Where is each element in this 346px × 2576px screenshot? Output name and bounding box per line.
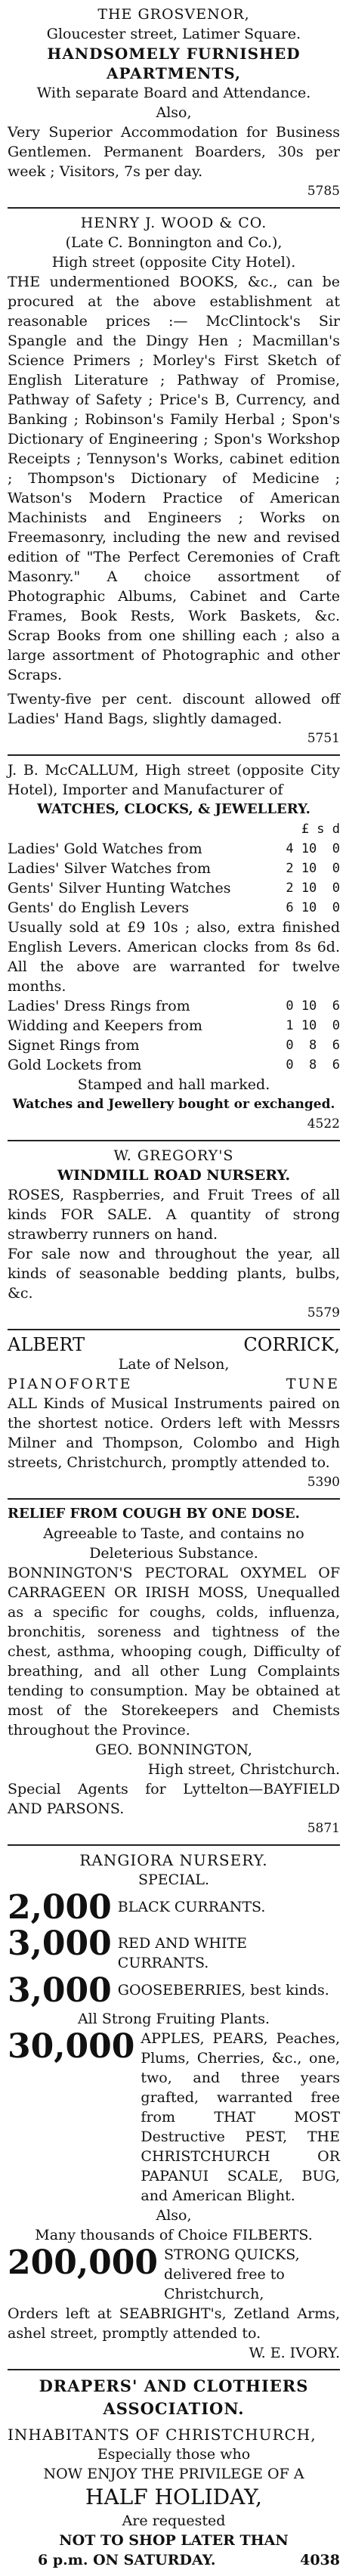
price-row (8, 898, 340, 918)
ad-line: Are requested (122, 2513, 226, 2529)
ad-title: W. GREGORY'S (113, 1147, 234, 1164)
qty-number: 2,000 (8, 1888, 112, 1927)
ad-subtitle: (Late C. Bonnington and Co.), (65, 234, 283, 251)
rangiora-items (8, 1890, 340, 2009)
price-label: Gents' do English Levers (8, 899, 190, 916)
ad-subtitle: Late of Nelson, (118, 1356, 230, 1373)
ad-intro: J. B. McCALLUM, High street (opposite City Hotel), Importer and Manufacturer of (8, 762, 340, 798)
ad-footer (8, 2550, 340, 2570)
ad-body: For sale now and throughout the year, all kinds of seasonable bedding plants, bulbs, &c. (8, 1246, 340, 1302)
trade-right: TUNE (286, 1376, 340, 1392)
price-value: 0 10 6 (286, 999, 340, 1014)
ad-signature: W. E. IVORY. (249, 2345, 340, 2361)
ad-name: GEO. BONNINGTON, (95, 1742, 252, 1758)
ad-address: Gloucester street, Latimer Square. (46, 26, 301, 42)
ad-agents: Special Agents for Lyttelton—BAYFIELD AND PARSONS. (8, 1781, 340, 1817)
price-label: Ladies' Gold Watches from (8, 841, 202, 857)
qty-row (8, 1926, 340, 1973)
price-value: 0 8 6 (286, 1057, 340, 1073)
ad-line: NOW ENJOY THE PRIVILEGE OF A (43, 2466, 304, 2482)
price-label: Gents' Silver Hunting Watches (8, 880, 231, 896)
ad-line: NOT TO SHOP LATER THAN (59, 2532, 289, 2549)
ad-headline: INHABITANTS OF CHRISTCHURCH, (8, 2426, 317, 2444)
ad-name (8, 1335, 340, 1355)
price-label: Ladies' Dress Rings from (8, 998, 190, 1014)
ad-headline: WATCHES, CLOCKS, & JEWELLERY. (37, 801, 310, 817)
qty-number: 3,000 (8, 1971, 112, 2010)
qty-row (8, 2245, 340, 2304)
price-row (8, 1016, 340, 1036)
qty-row (8, 2029, 340, 2206)
price-value: 2 10 0 (286, 881, 340, 896)
price-row (8, 878, 340, 898)
ad-subtitle: WINDMILL ROAD NURSERY. (57, 1167, 291, 1184)
price-value: 6 10 0 (286, 900, 340, 915)
price-row (8, 839, 340, 859)
ad-line: Watches and Jewellery bought or exchanged. (12, 1097, 335, 1112)
price-value: 0 8 6 (286, 1038, 340, 1053)
ad-body: Orders left at SEABRIGHT's, Zetland Arms, ashel street, promptly attended to. (8, 2305, 340, 2342)
ad-ref: 4038 (300, 2552, 340, 2568)
qty-number: 30,000 (8, 2027, 135, 2066)
ad-ref: 5785 (307, 184, 340, 199)
price-row (8, 1036, 340, 1055)
ad-drapers (8, 2370, 340, 2576)
ad-ref: 4522 (307, 1116, 340, 1132)
ad-subtitle: SPECIAL. (137, 1872, 210, 1888)
ad-wood (8, 209, 340, 756)
ad-body: ROSES, Raspberries, and Fruit Trees of all kinds FOR SALE. A quantity of strong strawberry runners on hand. (8, 1187, 340, 1243)
qty-text: APPLES, PEARS, Peaches, Plums, Cherries, &c., one, two, and three years grafted, warranted free from THAT MOST Destructive PEST, THE CHRISTCHURCH OR PAPANUI SCALE, BUG, and American Blight. (141, 2030, 340, 2204)
ad-title: DRAPERS' AND CLOTHIERS ASSOCIATION. (39, 2376, 309, 2418)
qty-row (8, 1890, 340, 1926)
price-list-watches (8, 839, 340, 918)
ad-grosvenor (8, 0, 340, 209)
ad-gregory (8, 1141, 340, 1330)
ad-title: THE GROSVENOR, (97, 6, 250, 23)
ad-corrick (8, 1330, 340, 1500)
price-list-rings (8, 996, 340, 1075)
price-columns: £ s d (301, 822, 340, 837)
ad-body: THE undermentioned BOOKS, &c., can be procured at the above establishment at reasonable prices :— McClintock's Sir Spangle and the Dingy Hen ; Macmillan's Science Primers ; Morley's First Sketch of English Literature ; Pathway of Promise, Pathway of Safety ; Price's B, Currency, and Banking ; Robinson's Family Herbal ; Spon's Dictionary of Engineering ; Spon's Workshop Receipts ; Tennyson's Works, cabinet edition ; Thompson's Dictionary of Medicine ; Watson's Modern Practice of American Machinists and Engineers ; Works on Freemasonry, including the new and revised edition of "The Perfect Ceremonies of Craft Masonry." A choice assortment of Photographic Albums, Cabinet and Carte Frames, Book Rests, Work Baskets, &c. Scrap Books from one shilling each ; also a large assortment of Photographic and other Scraps. (8, 274, 340, 683)
ad-line: Many thousands of Choice FILBERTS. (35, 2227, 313, 2243)
ad-ref: 5751 (307, 731, 340, 746)
price-label: Gold Lockets from (8, 1057, 142, 1073)
ad-title: HENRY J. WOOD & CO. (80, 215, 267, 231)
ad-body: BONNINGTON'S PECTORAL OXYMEL OF CARRAGEEN OR IRISH MOSS, Unequalled as a specific for coughs, colds, influenza, bronchitis, soreness and tightness of the chest, asthma, whooping cough, Difficulty of breathing, and all other Lung Complaints tending to consumption. May be obtained at most of the Storekeepers and Chemists throughout the Province. (8, 1565, 340, 1738)
ad-relief (8, 1500, 340, 1846)
ad-rangiora (8, 1846, 340, 2370)
ad-title: RANGIORA NURSERY. (79, 1851, 268, 1869)
price-label: Ladies' Silver Watches from (8, 860, 212, 877)
ad-note: Twenty-five per cent. discount allowed off Ladies' Hand Bags, slightly damaged. (8, 691, 340, 727)
name-right: CORRICK, (243, 1334, 340, 1355)
ad-line: Also, (156, 104, 192, 121)
ad-trade (8, 1374, 340, 1394)
qty-text: STRONG QUICKS, delivered free to Christchurch, (164, 2246, 300, 2302)
ad-address: High street, Christchurch. (147, 1761, 340, 1778)
ad-line: Stamped and hall marked. (77, 1076, 270, 1093)
price-value: 2 10 0 (286, 861, 340, 876)
ad-body: Very Superior Accommodation for Business Gentlemen. Permanent Boarders, 30s per week ; Visitors, 7s per day. (8, 124, 340, 180)
qty-number: 3,000 (8, 1924, 112, 1963)
price-row (8, 996, 340, 1016)
ad-body: Usually sold at £9 10s ; also, extra finished English Levers. American clocks from 8s 6d. All the above are warranted for twelve months. (8, 919, 340, 995)
ad-line: Also, (156, 2207, 192, 2224)
ad-headline: HANDSOMELY FURNISHED APARTMENTS, (47, 45, 301, 82)
price-label: Widding and Keepers from (8, 1017, 202, 1034)
price-row (8, 1055, 340, 1075)
ad-time: 6 p.m. ON SATURDAY. (38, 2552, 216, 2568)
qty-text: GOOSEBERRIES, best kinds. (117, 1982, 329, 1999)
qty-text: RED AND WHITE CURRANTS. (117, 1935, 247, 1971)
ad-ref: 5871 (307, 1821, 340, 1836)
ad-mccallum (8, 756, 340, 1141)
ad-line: With separate Board and Attendance. (36, 85, 311, 101)
ad-ref: 5390 (307, 1475, 340, 1490)
qty-row (8, 1973, 340, 2009)
ad-subtitle: Agreeable to Taste, and contains no Deleterious Substance. (43, 1525, 304, 1562)
ad-line: All Strong Fruiting Plants. (77, 2011, 270, 2027)
qty-text: BLACK CURRANTS. (117, 1899, 266, 1915)
ad-address: High street (opposite City Hotel). (51, 254, 296, 271)
ad-ref: 5579 (307, 1305, 340, 1321)
ad-holiday: HALF HOLIDAY, (85, 2485, 262, 2509)
trade-left: PIANOFORTE (8, 1376, 133, 1392)
price-value: 4 10 0 (286, 841, 340, 856)
ad-line: Especially those who (97, 2446, 251, 2463)
qty-number: 200,000 (8, 2243, 159, 2282)
ad-headline: RELIEF FROM COUGH BY ONE DOSE. (8, 1506, 300, 1522)
price-row (8, 859, 340, 878)
name-left: ALBERT (8, 1334, 85, 1355)
price-label: Signet Rings from (8, 1037, 140, 1054)
price-value: 1 10 0 (286, 1018, 340, 1033)
ad-body: ALL Kinds of Musical Instruments paired on the shortest notice. Orders left with Messrs Milner and Thompson, Colombo and High streets, Christchurch, promptly attended to. (8, 1395, 340, 1471)
